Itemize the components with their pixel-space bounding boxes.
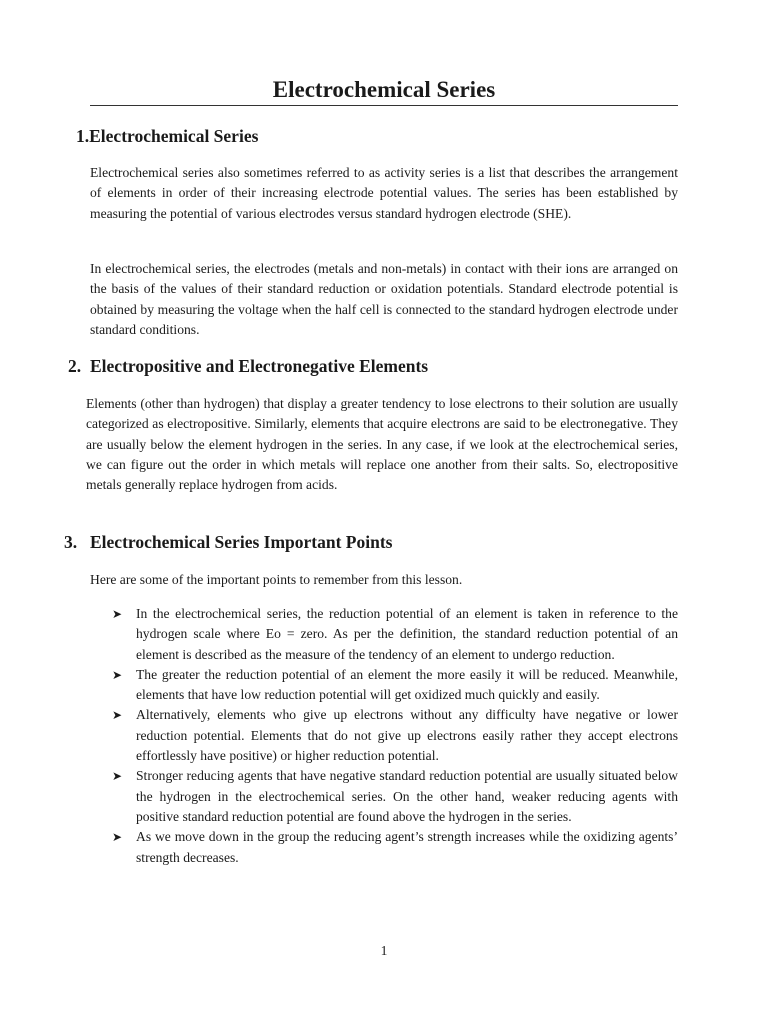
list-item <box>112 705 678 766</box>
list-item <box>112 827 678 868</box>
section-2-title: Electropositive and Electronegative Elements <box>90 356 429 376</box>
section-1-title: Electrochemical Series <box>89 126 259 146</box>
list-item-text: Stronger reducing agents that have negative standard reduction potential are usually situated below the hydrogen in the electrochemical series. On the other hand, weaker reducing agents with positive standard reduction potential are found above the hydrogen in the series. <box>136 768 678 824</box>
list-item <box>112 665 678 706</box>
section-3-heading <box>64 530 392 554</box>
section-2-number: 2. <box>68 356 82 376</box>
section-2-paragraph-1: Elements (other than hydrogen) that display a greater tendency to lose electrons to their solution are usually categorized as electropositive. Similarly, elements that acquire electrons are said to be electronegative. They are usually below the element hydrogen in the series. In any case, if we look at the electrochemical series, we can figure out the order in which metals will replace one another from their salts. So, electropositive metals generally replace hydrogen from acids. <box>86 396 678 493</box>
section-1-paragraph-2: In electrochemical series, the electrodes (metals and non-metals) in contact with their ions are arranged on the basis of the values of their standard reduction or oxidation potentials. Standard electrode potential is obtained by measuring the voltage when the half cell is connected to the standard hydrogen electrode under standard conditions. <box>90 261 678 337</box>
section-1-paragraph-1: Electrochemical series also sometimes referred to as activity series is a list that describes the arrangement of elements in order of their increasing electrode potential values. The series has been established by measuring the potential of various electrodes versus standard hydrogen electrode (SHE). <box>90 165 678 221</box>
document-title: Electrochemical Series <box>272 77 496 102</box>
important-points-list <box>112 604 678 868</box>
title-underline <box>90 105 678 106</box>
list-item <box>112 604 678 665</box>
section-3-title: Electrochemical Series Important Points <box>90 532 393 552</box>
list-item <box>112 766 678 827</box>
section-3-intro: Here are some of the important points to remember from this lesson. <box>90 572 463 587</box>
list-item-text: As we move down in the group the reducing agent’s strength increases while the oxidizing agents’ strength decreases. <box>136 829 678 865</box>
section-1-number: 1. <box>76 126 90 146</box>
arrowhead-bullet-icon: ➤ <box>112 830 123 845</box>
arrowhead-bullet-icon: ➤ <box>112 667 123 682</box>
section-1-heading <box>76 124 258 148</box>
section-2-heading <box>68 354 428 378</box>
section-3-number: 3. <box>64 532 78 552</box>
arrowhead-bullet-icon: ➤ <box>112 708 123 723</box>
page-number: 1 <box>380 943 388 958</box>
list-item-text: Alternatively, elements who give up electrons without any difficulty have negative or lower reduction potential. Elements that do not give up electrons easily rather they accept electrons effortlessly have positive) or higher reduction potential. <box>136 707 678 764</box>
arrowhead-bullet-icon: ➤ <box>112 769 123 784</box>
arrowhead-bullet-icon: ➤ <box>112 607 123 621</box>
list-item-text: The greater the reduction potential of an element the more easily it will be reduced. Meanwhile, elements that have low reduction potential will get oxidized much quickly and easily. <box>136 666 678 703</box>
list-item-text: In the electrochemical series, the reduction potential of an element is taken in reference to the hydrogen scale where Eo = zero. As per the definition, the standard reduction potential of an element is described as the measure of the tendency of an element to undergo reduction. <box>136 606 678 662</box>
